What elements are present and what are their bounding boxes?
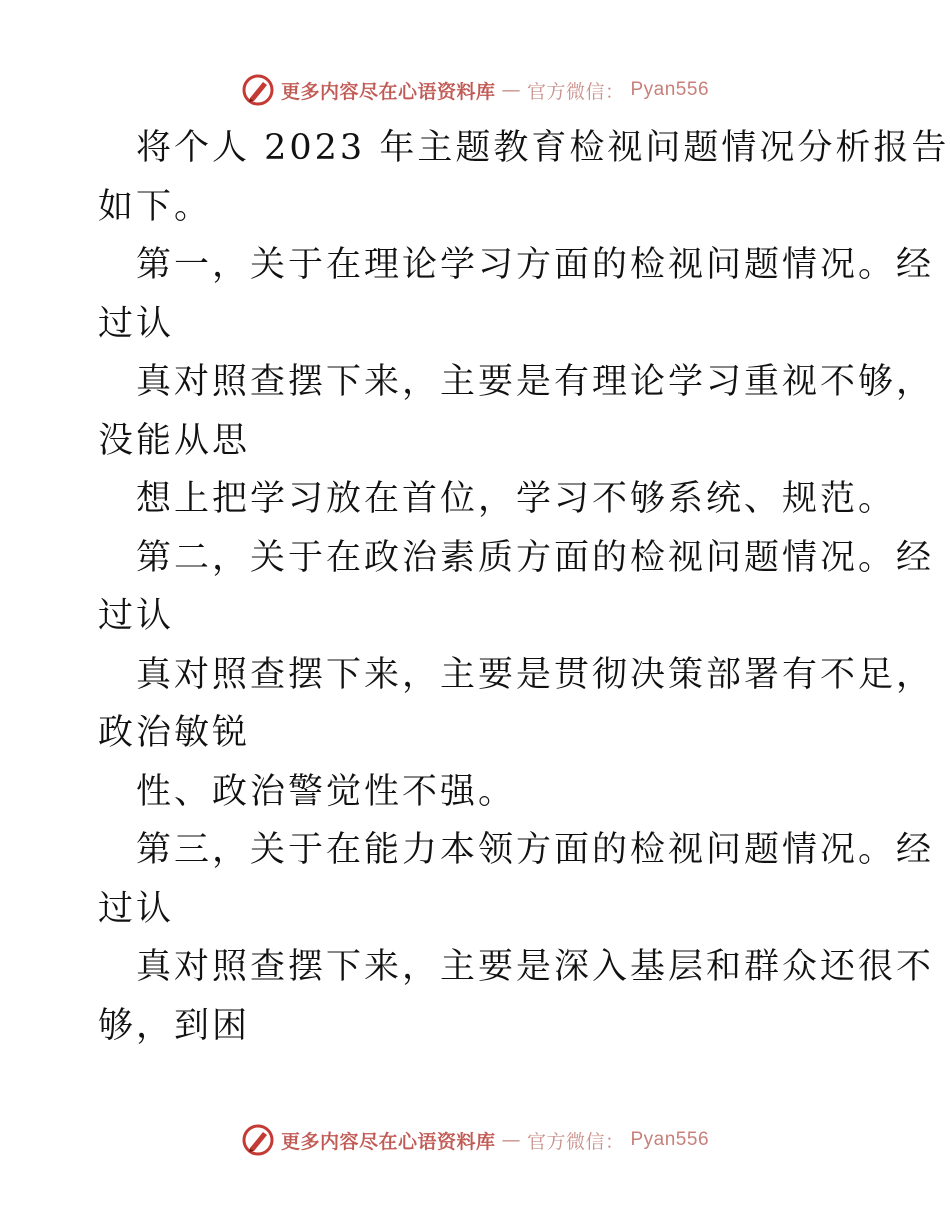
watermark-wechat-id: Pyan556 — [630, 79, 710, 100]
text-line: 第三，关于在能力本领方面的检视问题情况。经 — [136, 830, 935, 870]
watermark-wechat-label: 官方微信： — [526, 1130, 625, 1153]
text-line: 第二，关于在政治素质方面的检视问题情况。经 — [136, 537, 935, 578]
footer-watermark — [0, 1120, 950, 1160]
text-line: 真对照查摆下来，主要是有理论学习重视不够， — [136, 362, 935, 402]
watermark-wechat-label: 官方微信： — [526, 80, 625, 103]
watermark-brand-text: 更多内容尽在心语资料库 — [280, 80, 496, 103]
text-line: 过认 — [98, 888, 175, 929]
text-line: 性、政治警觉性不强。 — [136, 771, 517, 812]
header-watermark — [0, 70, 950, 110]
text-line: 够，到困 — [98, 1005, 251, 1046]
document-body — [98, 124, 950, 1060]
red-pen-in-circle-icon — [241, 1123, 275, 1157]
watermark-dash: — — [501, 1129, 521, 1151]
text-line: 将个人 2023 年主题教育检视问题情况分析报告 — [136, 128, 950, 168]
watermark-dash: — — [501, 79, 521, 101]
watermark-brand-text: 更多内容尽在心语资料库 — [280, 1130, 496, 1153]
text-line: 真对照查摆下来，主要是贯彻决策部署有不足， — [136, 654, 935, 695]
text-line: 过认 — [98, 303, 175, 344]
text-line: 第一，关于在理论学习方面的检视问题情况。经 — [136, 245, 935, 285]
document-lines — [98, 124, 950, 1060]
red-pen-in-circle-icon — [241, 73, 275, 107]
text-line: 想上把学习放在首位，学习不够系统、规范。 — [136, 479, 897, 519]
text-line: 政治敏锐 — [98, 713, 251, 753]
text-line: 没能从思 — [98, 420, 251, 461]
watermark-wechat-id: Pyan556 — [630, 1129, 710, 1150]
text-line: 如下。 — [98, 186, 213, 227]
text-line: 过认 — [98, 596, 175, 636]
text-line: 真对照查摆下来，主要是深入基层和群众还很不 — [136, 947, 935, 987]
